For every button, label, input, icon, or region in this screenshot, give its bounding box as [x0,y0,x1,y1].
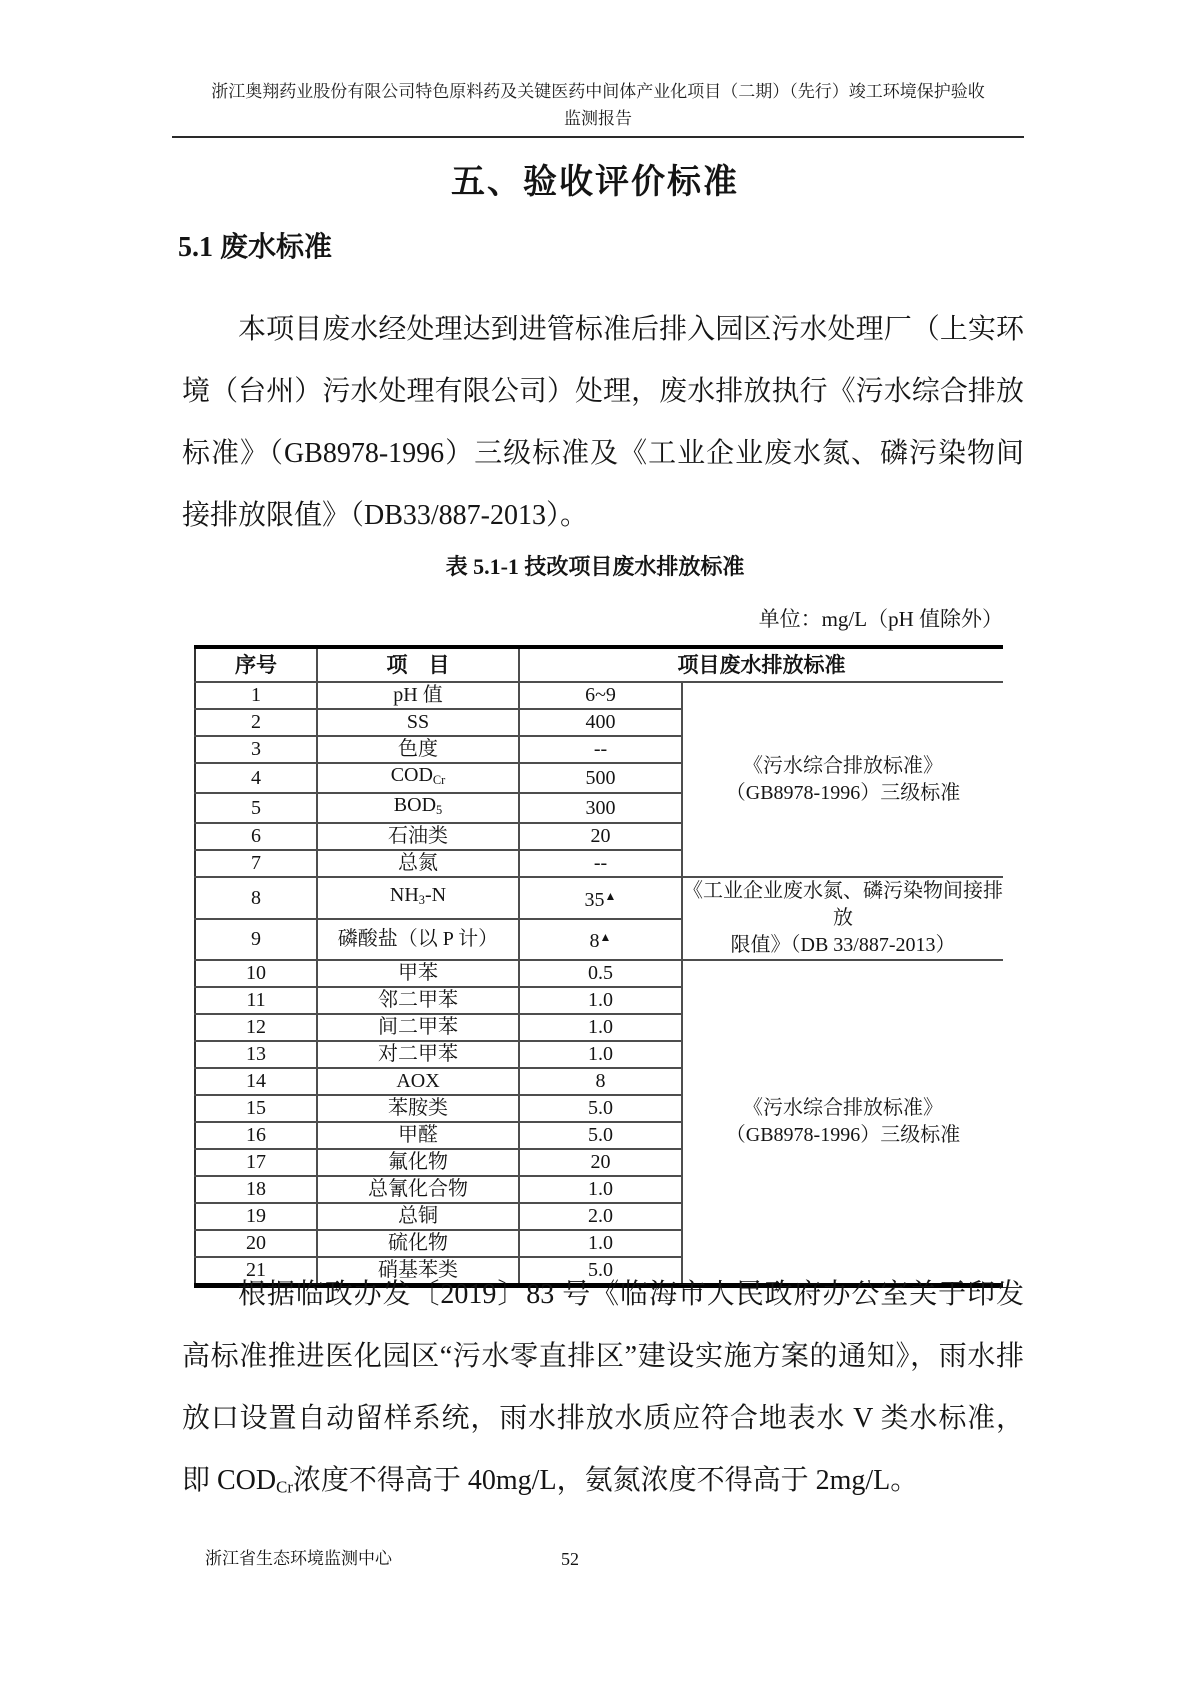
text-run: NH [389,884,419,907]
text-run: 本项目废水经处理达到进管标准后排入园区污水处理厂（上实环 [238,314,1024,345]
text-run: 即 COD [182,1465,277,1496]
cell-seq: 19 [195,1203,317,1230]
text-run: 5.0 [588,1124,613,1147]
page-title: 五、验收评价标准 [451,164,739,201]
table-header-row [195,647,1003,682]
cell-value [519,1068,682,1095]
cell-item [317,736,519,763]
cell-seq: 14 [195,1068,317,1095]
cell-item [317,877,519,919]
text-run: 0.5 [588,962,613,985]
text-run: 2.0 [588,1205,613,1228]
cell-value [519,1095,682,1122]
text-run: 磷酸盐（以 P 计） [337,928,499,951]
cell-standard [682,877,1003,960]
column-header-item: 项 目 [317,647,519,682]
text-run: 石油类 [388,825,448,848]
text-run: 8 [589,930,600,953]
cell-value [519,823,682,850]
text-run: -N [424,884,447,907]
running-header [172,78,1024,132]
text-run: 1.0 [588,1232,613,1255]
text-sup: ▲ [599,930,612,945]
text-run: 甲苯 [398,962,438,985]
cell-item [317,793,519,823]
cell-seq: 4 [195,763,317,793]
paragraph-line [182,1388,1024,1450]
cell-item [317,960,519,987]
text-run: 总氮 [398,852,438,875]
cell-value [519,709,682,736]
cell-item [317,763,519,793]
cell-value [519,1149,682,1176]
text-sub: Cr [432,773,446,788]
cell-value [519,1122,682,1149]
footer-organization: 浙江省生态环境监测中心 [205,1549,392,1568]
cell-item [317,919,519,960]
cell-seq: 12 [195,1014,317,1041]
cell-value [519,1230,682,1257]
paragraph-line [182,485,1024,547]
table-row [195,682,1003,709]
text-run: BOD [393,794,437,817]
cell-item [317,823,519,850]
text-run: 5.0 [588,1097,613,1120]
cell-standard [682,682,1003,877]
cell-seq: 18 [195,1176,317,1203]
text-run: 6~9 [585,684,616,706]
cell-seq: 16 [195,1122,317,1149]
standard-line: （GB8978-1996）三级标准 [725,781,961,804]
text-run: 300 [585,796,616,819]
paragraph-line [182,361,1024,423]
cell-item [317,682,519,709]
text-run: 甲醛 [398,1124,438,1147]
cell-item [317,1149,519,1176]
text-run: 接排放限值》（DB33/887-2013）。 [182,500,589,531]
cell-seq: 2 [195,709,317,736]
text-run: 1.0 [588,1178,613,1201]
paragraph-wastewater-intro [182,299,1024,547]
text-run: 硫化物 [388,1232,448,1255]
wastewater-standards-table [194,645,1003,1288]
text-run: 色度 [398,738,438,760]
cell-seq: 20 [195,1230,317,1257]
paragraph-line [182,299,1024,361]
wastewater-standards-table-wrap [194,645,1003,1288]
cell-value [519,1014,682,1041]
text-sup: ▲ [604,888,617,903]
cell-seq: 8 [195,877,317,919]
cell-seq: 10 [195,960,317,987]
running-header-line2: 监测报告 [564,109,632,128]
cell-item [317,1095,519,1122]
cell-seq: 7 [195,850,317,877]
text-run: pH 值 [393,684,443,706]
cell-seq: 15 [195,1095,317,1122]
text-sub: 3 [418,893,425,908]
table-row [195,877,1003,919]
text-run: 35 [584,888,605,911]
text-run: -- [593,852,608,875]
cell-value [519,736,682,763]
standard-line: 《污水综合排放标准》 [743,754,943,777]
cell-item [317,1230,519,1257]
paragraph-line [182,1326,1024,1388]
cell-value [519,960,682,987]
cell-seq: 17 [195,1149,317,1176]
text-run: 1.0 [588,1016,613,1039]
text-run: 放口设置自动留样系统，雨水排放水质应符合地表水 V 类水标准， [182,1403,1024,1434]
text-run: 20 [590,825,611,848]
cell-seq: 9 [195,919,317,960]
cell-item [317,1176,519,1203]
header-rule [172,136,1024,138]
cell-item [317,850,519,877]
text-run: 8 [595,1070,606,1093]
cell-item [317,1041,519,1068]
cell-value [519,1176,682,1203]
column-header-standard: 项目废水排放标准 [519,647,1003,682]
standard-line: （GB8978-1996）三级标准 [725,1124,961,1147]
text-run: 境（台州）污水处理有限公司）处理，废水排放执行《污水综合排放 [182,376,1024,407]
cell-value [519,1203,682,1230]
text-run: 400 [585,711,616,733]
paragraph-rainwater-note [182,1264,1024,1512]
cell-item [317,1122,519,1149]
text-run: 总氰化合物 [368,1178,468,1201]
wastewater-table-body [195,682,1003,1286]
cell-item [317,987,519,1014]
text-run: COD [390,764,433,786]
cell-value [519,877,682,919]
cell-value [519,682,682,709]
text-run: 苯胺类 [388,1097,448,1120]
standard-line: 《污水综合排放标准》 [743,1097,943,1120]
cell-seq: 13 [195,1041,317,1068]
table-caption: 表 5.1-1 技改项目废水排放标准 [445,554,745,579]
cell-item [317,1203,519,1230]
cell-value [519,919,682,960]
page-number: 52 [561,1549,579,1569]
table-row [195,960,1003,987]
standard-line: 《工业企业废水氮、磷污染物间接排放 [683,880,1003,930]
cell-value [519,1041,682,1068]
cell-seq: 21 [195,1257,317,1286]
cell-seq: 1 [195,682,317,709]
text-run: 邻二甲苯 [378,989,458,1012]
cell-seq: 6 [195,823,317,850]
cell-item [317,1068,519,1095]
paragraph-line [182,1264,1024,1326]
text-sub: Cr [276,1477,293,1497]
text-run: 5.0 [588,1259,613,1282]
text-run: 根据临政办发〔2019〕83 号《临海市人民政府办公室关于印发 [238,1279,1024,1310]
text-run: 对二甲苯 [378,1043,458,1066]
running-header-line1: 浙江奥翔药业股份有限公司特色原料药及关键医药中间体产业化项目（二期）（先行）竣工环境保护验收 [211,82,985,101]
column-header-seq: 序号 [195,647,317,682]
section-heading: 5.1 废水标准 [178,232,333,263]
cell-value [519,987,682,1014]
text-run: AOX [396,1070,440,1093]
text-run: -- [593,738,608,760]
text-sub: 5 [436,803,443,818]
text-run: 氟化物 [388,1151,448,1174]
text-run: 硝基苯类 [378,1259,458,1282]
cell-item [317,709,519,736]
text-run: 1.0 [588,989,613,1012]
table-unit-note: 单位：mg/L（pH 值除外） [758,607,1003,631]
paragraph-line [182,1450,1024,1512]
cell-value [519,793,682,823]
cell-seq: 5 [195,793,317,823]
cell-value [519,850,682,877]
text-run: 标准》（GB8978-1996）三级标准及《工业企业废水氮、磷污染物间 [182,438,1024,469]
text-run: 间二甲苯 [378,1016,458,1039]
standard-line: 限值》（DB 33/887-2013） [730,934,956,957]
cell-value [519,763,682,793]
text-run: 20 [590,1151,611,1174]
cell-standard [682,960,1003,1286]
text-run: 500 [585,766,616,789]
text-run: SS [406,711,430,733]
cell-seq: 3 [195,736,317,763]
text-run: 总铜 [398,1205,438,1228]
cell-item [317,1014,519,1041]
paragraph-line [182,423,1024,485]
text-run: 1.0 [588,1043,613,1066]
text-run: 浓度不得高于 40mg/L，氨氮浓度不得高于 2mg/L。 [292,1465,919,1496]
text-run: 高标准推进医化园区“污水零直排区”建设实施方案的通知》，雨水排 [182,1341,1024,1372]
cell-seq: 11 [195,987,317,1014]
